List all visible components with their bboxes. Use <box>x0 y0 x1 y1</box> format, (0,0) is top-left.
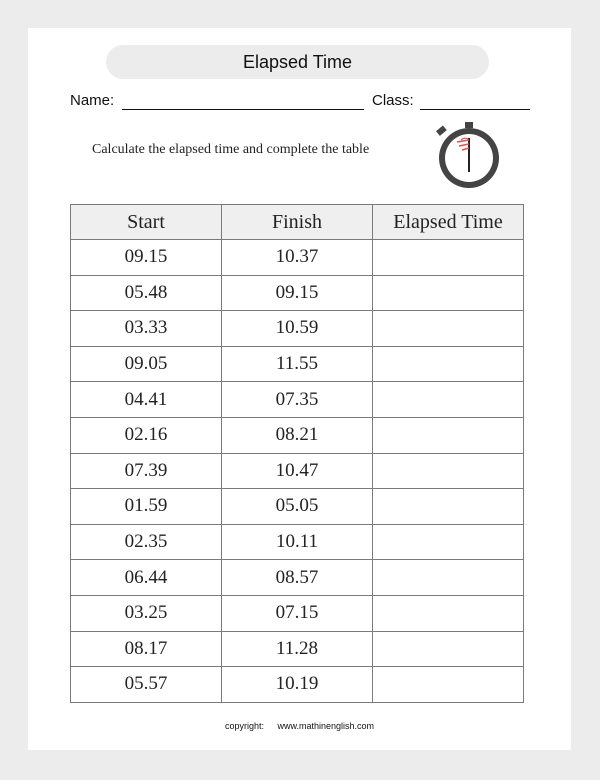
stopwatch-icon <box>428 120 508 190</box>
table-row <box>71 240 524 276</box>
title-banner <box>106 45 489 79</box>
site-link[interactable]: www.mathinenglish.com <box>277 721 375 731</box>
finish-cell: 11.28 <box>222 631 373 667</box>
elapsed-answer-cell[interactable] <box>373 631 524 667</box>
class-line[interactable] <box>420 109 530 110</box>
start-cell: 09.15 <box>71 240 222 276</box>
elapsed-answer-cell[interactable] <box>373 489 524 525</box>
elapsed-answer-cell[interactable] <box>373 667 524 703</box>
finish-cell: 10.37 <box>222 240 373 276</box>
table-row <box>71 346 524 382</box>
table-row <box>71 524 524 560</box>
finish-cell: 09.15 <box>222 275 373 311</box>
finish-cell: 10.11 <box>222 524 373 560</box>
worksheet <box>28 28 571 750</box>
finish-cell: 08.57 <box>222 560 373 596</box>
finish-cell: 07.15 <box>222 595 373 631</box>
table-row <box>71 382 524 418</box>
start-cell: 01.59 <box>71 489 222 525</box>
start-cell: 06.44 <box>71 560 222 596</box>
finish-cell: 10.47 <box>222 453 373 489</box>
table-row <box>71 560 524 596</box>
class-label: Class: <box>372 92 414 109</box>
table-row <box>71 667 524 703</box>
finish-cell: 11.55 <box>222 346 373 382</box>
start-cell: 04.41 <box>71 382 222 418</box>
finish-cell: 07.35 <box>222 382 373 418</box>
name-line[interactable] <box>122 109 364 110</box>
elapsed-answer-cell[interactable] <box>373 417 524 453</box>
start-cell: 07.39 <box>71 453 222 489</box>
elapsed-answer-cell[interactable] <box>373 240 524 276</box>
copyright-footer <box>28 721 571 731</box>
table-header-row <box>71 205 524 240</box>
elapsed-answer-cell[interactable] <box>373 275 524 311</box>
header-elapsed-time: Elapsed Time <box>373 205 524 240</box>
page-title: Elapsed Time <box>242 51 353 72</box>
elapsed-answer-cell[interactable] <box>373 311 524 347</box>
header-finish: Finish <box>222 205 373 240</box>
start-cell: 05.57 <box>71 667 222 703</box>
table-row <box>71 631 524 667</box>
table-row <box>71 311 524 347</box>
finish-cell: 10.19 <box>222 667 373 703</box>
finish-cell: 08.21 <box>222 417 373 453</box>
name-label: Name: <box>70 92 115 109</box>
elapsed-answer-cell[interactable] <box>373 453 524 489</box>
elapsed-time-table <box>70 204 524 703</box>
start-cell: 02.35 <box>71 524 222 560</box>
start-cell: 09.05 <box>71 346 222 382</box>
finish-cell: 10.59 <box>222 311 373 347</box>
copyright-label: copyright: <box>224 721 264 731</box>
instruction-text: Calculate the elapsed time and complete the table <box>92 142 370 157</box>
table-row <box>71 417 524 453</box>
elapsed-answer-cell[interactable] <box>373 346 524 382</box>
start-cell: 02.16 <box>71 417 222 453</box>
start-cell: 03.25 <box>71 595 222 631</box>
header-start: Start <box>71 205 222 240</box>
table-row <box>71 453 524 489</box>
table-row <box>71 489 524 525</box>
elapsed-answer-cell[interactable] <box>373 382 524 418</box>
finish-cell: 05.05 <box>222 489 373 525</box>
start-cell: 05.48 <box>71 275 222 311</box>
table-row <box>71 595 524 631</box>
elapsed-answer-cell[interactable] <box>373 595 524 631</box>
start-cell: 03.33 <box>71 311 222 347</box>
table-row <box>71 275 524 311</box>
elapsed-answer-cell[interactable] <box>373 560 524 596</box>
elapsed-answer-cell[interactable] <box>373 524 524 560</box>
start-cell: 08.17 <box>71 631 222 667</box>
name-class-row <box>70 92 535 114</box>
